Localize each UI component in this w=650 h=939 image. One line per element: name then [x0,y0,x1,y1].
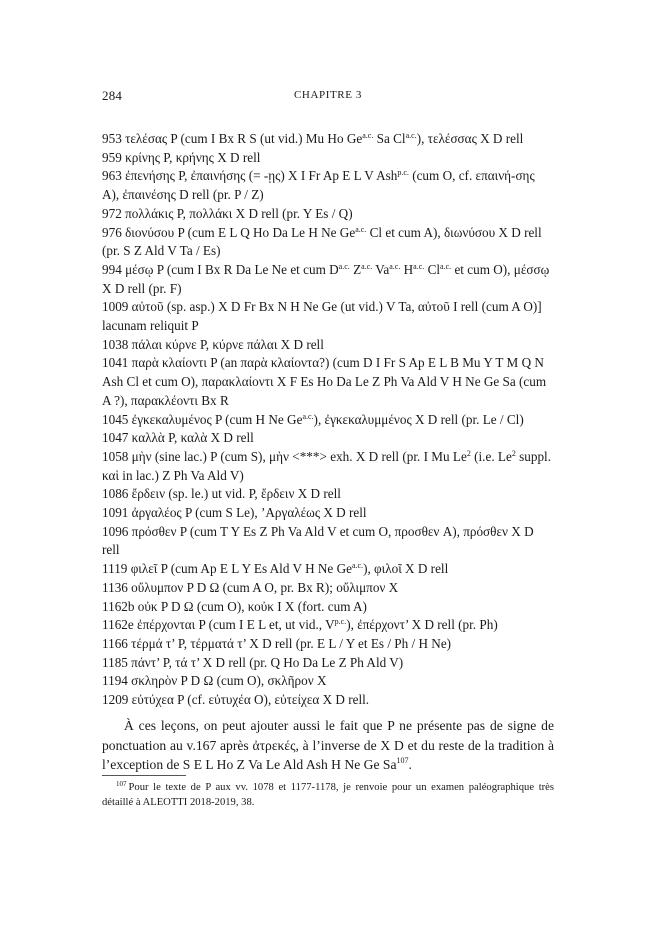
entry-text: 1096 πρόσθεν P (cum T Y Es Z Ph Va Ald V et cum O, προσθεν A), πρόσθεν X D rell [102,523,534,558]
apparatus-entry [102,579,554,598]
entry-text: 959 κρίνης P, κρήνης X D rell [102,149,261,165]
entry-text: Va [372,261,390,277]
apparatus-entry [102,149,554,168]
apparatus-entry [102,167,554,204]
apparatus-entry [102,504,554,523]
entry-text: 976 διονύσου P (cum E L Q Ho Da Le H Ne Ge [102,224,356,240]
apparatus-entry [102,261,554,298]
apparatus-entry [102,616,554,635]
entry-text: Cl [424,261,441,277]
entry-text: 1185 πάντ’ P, τά τ’ X D rell (pr. Q Ho Da Le Z Ph Ald V) [102,654,404,670]
apparatus-entry [102,654,554,673]
entry-text: 1038 πάλαι κύρνε P, κύρνε πάλαι X D rell [102,336,324,352]
apparatus-entry [102,336,554,355]
footnote [102,781,554,811]
entry-text: 994 μέσῳ P (cum I Bx R Da Le Ne et cum D [102,261,339,277]
footnote-reference: 107 [396,756,409,765]
entry-text: ), ἐπέρχοντ’ X D rell (pr. Ph) [346,617,498,633]
apparatus-entry [102,635,554,654]
entry-text: 972 πολλάκις P, πολλάκι X D rell (pr. Y Es / Q) [102,205,353,221]
entry-text: 1009 αὐτοῦ (sp. asp.) X D Fr Bx N H Ne Ge (ut vid.) V Ta, αὐτοῦ I rell (cum A O)] lacunam reliquit P [102,299,542,334]
closing-end: . [408,757,412,772]
entry-text: ), φιλοῖ X D rell [363,561,449,577]
entry-text: 1162e ἐπέρχονται P (cum I E L et, ut vid., V [102,617,335,633]
footnote-text: Pour le texte de P aux vv. 1078 et 1177-1178, je renvoie pour un examen paléographique très détaillé à ALEOTTI 2018-2019, 38. [102,782,554,808]
apparatus-entry [102,205,554,224]
apparatus-entry [102,298,554,335]
entry-text: ), ἐγκεκαλυμμένος X D rell (pr. Le / Cl) [313,411,524,427]
entry-text: 1194 σκληρὸν P D Ω (cum O), σκλῆρον X [102,673,327,689]
siglum-superscript: a.c. [405,131,417,140]
siglum-superscript: a.c. [302,411,314,421]
page-number: 284 [102,88,123,103]
entry-text: 1086 ἔρδειν (sp. le.) ut vid. P, ἔρδειν X D rell [102,486,341,502]
entry-text: et cum O), μέσσῳ X D rell (pr. F) [102,261,550,296]
entry-text: Cl et cum A), διωνύσου X D rell (pr. S Z Ald V Ta / Es) [102,224,542,259]
siglum-superscript: a.c. [362,131,374,140]
apparatus-entry [102,411,554,430]
running-head: CHAPITRE 3 [293,89,363,101]
siglum-superscript: a.c. [355,224,367,234]
apparatus-entry [102,130,554,149]
siglum-superscript: a.c. [338,261,350,271]
apparatus-entry [102,224,554,261]
entry-text: 1162b οὐκ P D Ω (cum O), κοὐκ I X (fort. cum A) [102,598,367,614]
entry-text: Z [349,261,362,277]
apparatus-entry [102,523,554,560]
apparatus-list [102,130,554,710]
entry-text: 1045 ἐγκεκαλυμένος P (cum H Ne Ge [102,411,303,427]
entry-text: (i.e. Le [470,448,512,464]
entry-text: 1058 μὴν (sine lac.) P (cum S), μὴν <***> exh. X D rell (pr. I Mu Le [102,448,467,464]
apparatus-entry [102,485,554,504]
entry-text: suppl. καὶ in lac.) Z Ph Va Ald V) [102,448,552,483]
siglum-superscript: a.c. [440,261,452,271]
siglum-superscript: a.c. [389,261,401,271]
entry-text: 1041 παρὰ κλαίοντι P (an παρὰ κλαίοντα?) (cum D I Fr S Ap E L B Mu Y T M Q N Ash Cl et cum O), παρακλαίοντι X F Es Ho Da Le Z Ph Va Ald V H Ne Ge Sa (cum A ?), παρακλέοντι Bx R [102,355,547,408]
entry-text: 953 τελέσας P (cum I Bx R S (ut vid.) Mu Ho Ge [102,131,363,146]
entry-text: ), τελέσσας X D rell [416,131,524,146]
entry-text: 1119 φιλεῖ P (cum Ap E L Y Es Ald V H Ne Ge [102,561,352,577]
siglum-superscript: p.c. [397,168,409,178]
apparatus-entry [102,691,554,710]
page-header [102,88,554,108]
entry-text: Sa Cl [373,131,406,146]
apparatus-entry [102,560,554,579]
siglum-superscript: 2 [466,448,471,458]
siglum-superscript: p.c. [334,617,347,627]
entry-text: 1091 ἀργαλέος P (cum S Le), ’Αργαλέως X D rell [102,505,367,521]
apparatus-entry [102,354,554,410]
siglum-superscript: a.c. [361,261,373,271]
entry-text: 1166 τέρμά τ’ P, τέρματά τ’ X D rell (pr. E L / Y et Es / Ph / H Ne) [102,635,452,651]
closing-text: À ces leçons, on peut ajouter aussi le fait que P ne présente pas de signe de ponctuation au v.167 après ἀτρεκές, à l’inverse de X D et du reste de la tradition à l’exception de S E L Ho Z Va Le Ald Ash H Ne Ge Sa [102,718,554,772]
entry-text: 1136 οὔλυμπον P D Ω (cum A O, pr. Bx R); οὔλιμπον X [102,579,399,595]
siglum-superscript: a.c. [413,261,425,271]
siglum-superscript: a.c. [351,561,364,571]
apparatus-entry [102,448,554,485]
entry-text: 1209 εὐτύχεα P (cf. εὐτυχέα O), εὐτείχεα X D rell. [102,692,370,708]
siglum-superscript: 2 [511,448,516,458]
apparatus-entry [102,598,554,617]
footnote-rule [102,775,186,776]
entry-text: (cum O, cf. επαινή-σης A), ἐπαινέσης D rell (pr. P / Z) [102,168,535,203]
apparatus-entry [102,672,554,691]
entry-text: 1047 καλλὰ P, καλὰ X D rell [102,430,254,446]
closing-paragraph [102,716,554,775]
entry-text: H [400,261,414,277]
entry-text: 963 ἐπενήσης P, ἐπαινήσης (= -ῃς) X I Fr Ap E L V Ash [102,168,398,184]
apparatus-entry [102,429,554,448]
footnote-number: 107 [116,780,127,788]
